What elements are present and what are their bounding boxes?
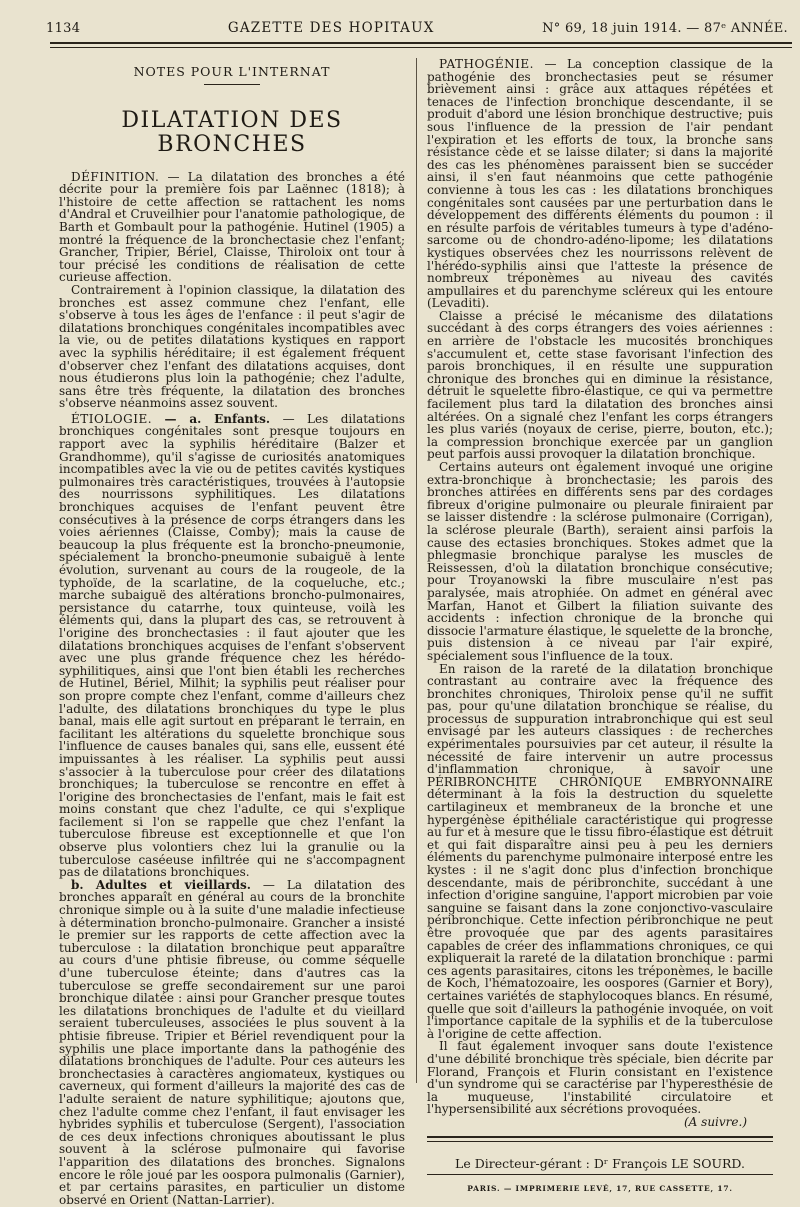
right-column — [427, 58, 773, 1196]
paragraph-debilite: Il faut également invoquer sans doute l'existence d'une débilité bronchique très spéciale, bien décrite par Florand, François et Flurin consistant en l'existence d'un syndrome qui se caractérise par l'hyperesthésie de la muqueuse, l'instabilité circulatoire et l'hypersensibilité aux sécrétions provoquées. — [427, 1039, 773, 1117]
journal-title: GAZETTE DES HOPITAUX — [227, 20, 435, 36]
etiology-text-a: — Les dilatations bronchiques congénitales sont presque toujours en rapport avec la syphilis héréditaire (Balzer et Grandhomme), qu'il s'agisse de curiosités anatomiques incompatibles avec la vie ou de petites cavités kystiques pulmonaires très caractéristiques, trouvées à l'autopsie des nourrissons syphilitiques. Les dilatations bronchiques acquises de l'enfant peuvent être consécutives à la présence de corps étrangers dans les voies aériennes (Claisse, Comby); mais la cause de beaucoup la plus fréquente est la broncho-pneumonie, spécialement la broncho-pneumonie subaiguë à lente évolution, survenant au cours de la rougeole, de la typhoïde, de la scarlatine, de la coqueluche, etc.; marche subaiguë des altérations broncho-pulmonaires, persistance du catarrhe, toux quinteuse, voilà les éléments qui, dans la plupart des cas, se retrouvent à l'origine des bronchectasies : il faut ajouter que les dilatations bronchiques acquises de l'enfant s'observent avec une plus grande fréquence chez les hérédo-syphilitiques, ainsi que l'ont bien établi les recherches de Hutinel, Bériel, Milhit; la syphilis peut réaliser pour son propre compte chez l'enfant, comme d'ailleurs chez l'adulte, des dilatations bronchiques du type le plus banal, mais elle agit surtout en préparant le terrain, en facilitant les altérations du squelette bronchique sous l'influence de causes banales qui, sans elle, eussent été impuissantes à les réaliser. La syphilis peut aussi s'associer à la tuberculose pour créer des dilatations bronchiques; la tuberculose se rencontre en effet à l'origine des bronchectasies de l'enfant, mais le fait est moins constant que chez l'adulte, ce qui s'explique facilement si l'on se rappelle que chez l'enfant la tuberculose fibreuse est exceptionnelle et que l'on observe plus volontiers chez lui la granulie ou la tuberculose caséeuse infiltrée qui ne s'accompagnent pas de dilatations bronchiques. — [59, 411, 405, 880]
signature-rule-thick — [427, 1136, 773, 1138]
printer-imprint: PARIS. — IMPRIMERIE LEVÉ, 17, RUE CASSETTE, 17. — [467, 1184, 733, 1194]
section-rubric: NOTES POUR L'INTERNAT — [133, 64, 331, 79]
signature-rule-thin — [427, 1141, 773, 1142]
header-rule-thick — [50, 42, 792, 44]
definition-text: — La dilatation des bronches a été décrite pour la première fois par Laënnec (1818); à l'histoire de cette affection se rattachent les noms d'Andral et Cruveilhier pour l'anatomie pathologique, de Barth et Gombault pour la pathogénie. Hutinel (1905) a montré la fréquence de la bronchectasie chez l'enfant; Grancher, Tripier, Bériel, Claisse, Thiroloix ont tour à tour précisé les conditions de réalisation de cette curieuse affection. — [59, 169, 405, 285]
director-signature: Le Directeur-gérant : Dʳ François LE SOURD. — [455, 1156, 745, 1172]
article-title: DILATATION DES BRONCHES — [121, 107, 343, 157]
etiology-sub-b: b. Adultes et vieillards. — [71, 877, 251, 892]
paragraph-rarete: En raison de la rareté de la dilatation bronchique contrastant au contraire avec la fréquence des bronchites chroniques, Thiroloix pense qu'il ne suffit pas, pour qu'une dilatation bronchique se réalise, du processus de suppuration intrabronchique qui est seul envisagé par les auteurs classiques : de recherches expérimentales poursuivies par cet auteur, il résulte la nécessité de faire intervenir un autre processus d'inflammation chronique, à savoir une PÉRIBRONCHITE CHRONIQUE EMBRYONNAIRE déterminant à la fois la destruction du squelette cartilagineux et membraneux de la bronche et une hypergénèse épithéliale caractéristique qui progresse au fur et à mesure que le tissu fibro-élastique est détruit et qui fait disparaître ainsi peu à peu les derniers éléments du parenchyme pulmonaire interposé entre les kystes : il ne s'agit donc plus d'infection bronchique descendante, mais de péribronchite, succédant à une infection d'origine sanguine, l'apport microbien par voie sanguine se faisant dans la zone conjonctivo-vasculaire péribronchique. Cette infection péribronchique ne peut être provoquée que par des agents parasitaires capables de créer des inflammations chroniques, ce qui expliquerait la rareté de la dilatation bronchique : parmi ces agents parasitaires, citons les tréponèmes, le bacille de Koch, l'hématozoaire, les oospores (Garnier et Bory), certaines variétés de staphylocoques blancs. En résumé, quelle que soit d'ailleurs la pathogénie invoquée, on voit l'importance capitale de la syphilis et de la tuberculose à l'origine de cette affection. — [427, 661, 773, 1041]
to-be-continued: (A suivre.) — [684, 1114, 747, 1129]
page-number: 1134 — [46, 21, 81, 36]
etiology-heading: ÉTIOLOGIE. — [71, 411, 153, 426]
pathogenie-text: — La conception classique de la pathogénie des bronchectasies peut se résumer brièvement ainsi : grâce aux attaques répétées et tenaces de l'infection bronchique descendante, il se produit d'abord une lésion bronchique destructive; puis sous l'influence de la pression de l'air pendant l'expiration et les efforts de toux, la bronche sans résistance cède et se laisse dilater; si dans la majorité des cas les phénomènes paraissent bien se succéder ainsi, il s'en faut néanmoins que cette pathogénie convienne à tous les cas : les dilatations bronchiques congénitales sont causées par une perturbation dans le développement des différents éléments du poumon : il en résulte parfois de véritables tumeurs à type d'adéno-sarcome ou de chondro-adéno-lipome; les dilatations kystiques observées chez les nourrissons relèvent de l'hérédo-syphilis ainsi que l'atteste la présence de nombreux tréponèmes au niveau des cavités ampullaires et du parenchyme scléreux qui les entoure (Levaditi). — [427, 57, 773, 311]
adultes-paragraph — [59, 879, 405, 1206]
column-divider — [416, 58, 417, 1083]
etiology-text-b: — La dilatation des bronches apparaît en général au cours de la bronchite chronique simple ou à la suite d'une maladie infectieuse à détermination broncho-pulmonaire. Grancher a insisté le premier sur les rapports de cette affection avec la tuberculose : la dilatation bronchique peut apparaître au cours d'une phtisie fibreuse, ou comme séquelle d'une tuberculose éteinte; dans d'autres cas la tuberculose se greffe secondairement sur une paroi bronchique dilatée : ainsi pour Grancher presque toutes les dilatations bronchiques de l'adulte et du vieillard seraient tuberculeuses, associées le plus souvent à la phtisie fibreuse. Tripier et Bériel revendiquent pour la syphilis une place importante dans la pathogénie des dilatations bronchiques de l'adulte. Pour ces auteurs les bronchectasies à caractères angiomateux, kystiques ou caverneux, qui forment d'ailleurs la majorité des cas de l'adulte seraient de nature syphilitique; ajoutons que, chez l'adulte comme chez l'enfant, il faut envisager les hybrides syphilis et tuberculose (Sergent), l'association de ces deux infections chroniques aboutissant le plus souvent à la sclérose pulmonaire qui favorise l'apparition des dilatations des bronches. Signalons encore le rôle joué par les oospora pulmonalis (Garnier), et par certains parasites, en particulier un distome observé en Orient (Nattan-Larrier). — [59, 877, 405, 1207]
imprint-rule — [427, 1174, 773, 1175]
left-column — [59, 58, 405, 1206]
rubric-rule — [204, 84, 260, 85]
header-rule-thin — [50, 47, 792, 48]
etiology-paragraph — [59, 413, 405, 879]
issue-info: N° 69, 18 juin 1914. — 87ᵉ ANNÉE. — [542, 21, 788, 36]
paragraph-enfant: Contrairement à l'opinion classique, la dilatation des bronches est assez commune chez l'enfant, elle s'observe à tous les âges de l'enfance : il peut s'agir de dilatations bronchiques congénitales incompatibles avec la vie, ou de petites dilatations kystiques en rapport avec la syphilis héréditaire; il est également fréquent d'observer chez l'enfant des dilatations acquises, dont nous étudierons plus loin la pathogénie; chez l'adulte, sans être très fréquente, la dilatation des bronches s'observe néanmoins assez souvent. — [59, 282, 405, 411]
pathogenie-paragraph — [427, 58, 773, 310]
pathogenie-heading: PATHOGÉNIE. — [439, 57, 534, 71]
definition-heading: DÉFINITION. — [71, 169, 160, 184]
definition-paragraph — [59, 171, 405, 284]
paragraph-claisse: Claisse a précisé le mécanisme des dilatations succédant à des corps étrangers des voies aériennes : en arrière de l'obstacle les mucosités bronchiques s'accumulent et, cette stase favorisant l'infection des parois bronchiques, il en résulte une suppuration chronique des bronches qui en diminue la résistance, détruit le squelette fibro-élastique, ce qui va permettre facilement plus tard la dilatation des bronches ainsi altérées. On a signalé chez l'enfant les corps étrangers les plus variés (noyaux de cerise, pierre, bouton, etc.); la compression bronchique exercée par un ganglion peut parfois aussi provoquer la dilatation bronchique. — [427, 308, 773, 462]
paragraph-auteurs: Certains auteurs ont également invoqué une origine extra-bronchique à bronchectasie; les parois des bronches attirées en différents sens par des cordages fibreux d'origine pulmonaire ou pleurale finiraient par se laisser distendre : la sclérose pulmonaire (Corrigan), la sclérose pleurale (Barth), seraient ainsi parfois la cause des ectasies bronchiques. Stokes admet que la phlegmasie bronchique paralyse les muscles de Reissessen, d'où la dilatation bronchique consécutive; pour Troyanowski la fibre musculaire n'est pas paralysée, mais atrophiée. On admet en général avec Marfan, Hanot et Gilbert la filiation suivante des accidents : infection chronique de la bronche qui dissocie l'armature élastique, le squelette de la bronche, puis distension à ce niveau par l'air expiré, spécialement sous l'influence de la toux. — [427, 460, 773, 663]
etiology-sub-a: — a. Enfants. — [164, 411, 271, 426]
running-head — [46, 20, 788, 40]
